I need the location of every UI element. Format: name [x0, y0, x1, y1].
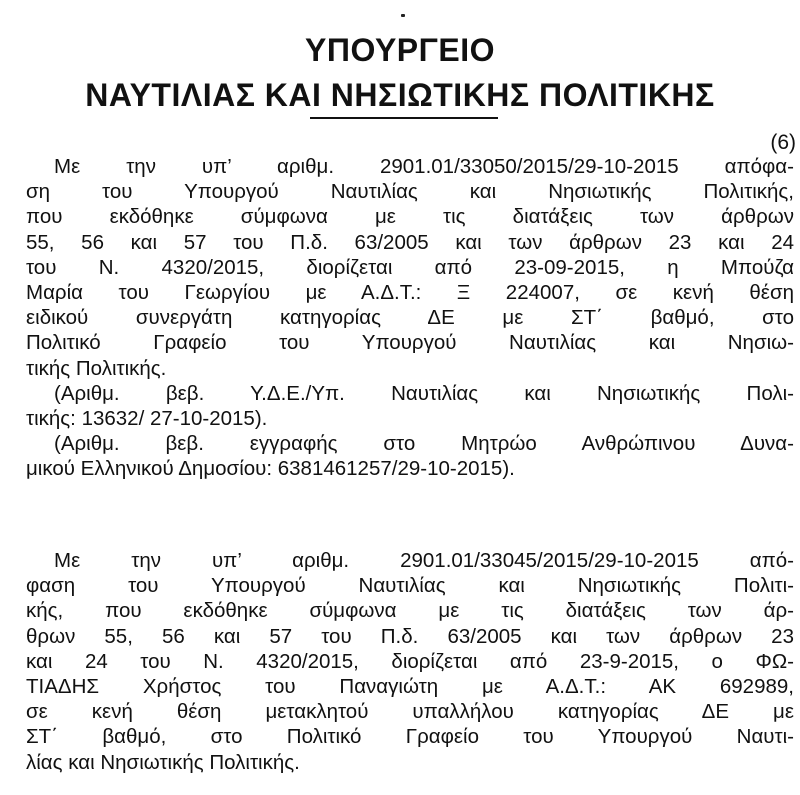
decision-1-line: ση του Υπουργού Ναυτιλίας και Νησιωτικής Πολιτικής,	[26, 180, 794, 204]
decision-1-line: 55, 56 και 57 του Π.δ. 63/2005 και των άρθρων 23 και 24	[26, 230, 794, 254]
decision-2-line: και 24 του Ν. 4320/2015, διορίζεται από 23-9-2015, ο ΦΩ-	[26, 649, 794, 673]
decision-2-line: λίας και Νησιωτικής Πολιτικής.	[26, 750, 300, 774]
decision-2-line: φαση του Υπουργού Ναυτιλίας και Νησιωτικής Πολιτι-	[26, 574, 794, 598]
decision-2-line: Με την υπ’ αριθμ. 2901.01/33045/2015/29-10-2015 από-	[54, 549, 794, 572]
decision-1-registry-line: (Αριθμ. βεβ. εγγραφής στο Μητρώο Ανθρώπινου Δυνα-	[54, 432, 794, 456]
decision-1-line: του Ν. 4320/2015, διορίζεται από 23-09-2015, η Μπούζα	[26, 255, 794, 279]
decision-2-line: κής, που εκδόθηκε σύμφωνα με τις διατάξεις των άρ-	[26, 599, 794, 623]
reference-number: (6)	[770, 131, 796, 154]
decision-2-line: ΣΤ΄ βαθμό, στο Πολιτικό Γραφείο του Υπουργού Ναυτι-	[26, 725, 794, 749]
decision-2-line: ΤΙΑΔΗΣ Χρήστος του Παναγιώτη με Α.Δ.Τ.: ΑΚ 692989,	[26, 674, 794, 698]
decision-1-line: Μαρία του Γεωργίου με Α.Δ.Τ.: Ξ 224007, σε κενή θέση	[26, 280, 794, 304]
decision-2-line: θρων 55, 56 και 57 του Π.δ. 63/2005 και των άρθρων 23	[26, 624, 794, 648]
decision-1-certificate-line: τικής: 13632/ 27-10-2015).	[26, 406, 268, 430]
decision-1-line: ειδικού συνεργάτη κατηγορίας ΔΕ με ΣΤ΄ βαθμό, στο	[26, 306, 794, 330]
decision-1-line: τικής Πολιτικής.	[26, 356, 167, 380]
decision-1-line: που εκδόθηκε σύμφωνα με τις διατάξεις των άρθρων	[26, 205, 794, 229]
heading-underline	[310, 117, 498, 119]
decision-2-line: σε κενή θέση μετακλητού υπαλλήλου κατηγορίας ΔΕ με	[26, 700, 794, 724]
print-speck	[401, 14, 405, 17]
decision-1-line: Πολιτικό Γραφείο του Υπουργού Ναυτιλίας και Νησιω-	[26, 331, 794, 355]
decision-2	[26, 548, 794, 775]
ministry-heading-line-1: ΥΠΟΥΡΓΕΙΟ	[305, 32, 495, 68]
decision-1-certificate-line: (Αριθμ. βεβ. Υ.Δ.Ε./Υπ. Ναυτιλίας και Νησιωτικής Πολι-	[54, 381, 794, 405]
decision-1	[26, 154, 794, 481]
decision-1-registry-line: μικού Ελληνικού Δημοσίου: 6381461257/29-10-2015).	[26, 457, 515, 481]
decision-1-line: Με την υπ’ αριθμ. 2901.01/33050/2015/29-10-2015 απόφα-	[54, 155, 794, 178]
ministry-heading-line-2: ΝΑΥΤΙΛΙΑΣ ΚΑΙ ΝΗΣΙΩΤΙΚΗΣ ΠΟΛΙΤΙΚΗΣ	[85, 77, 715, 113]
